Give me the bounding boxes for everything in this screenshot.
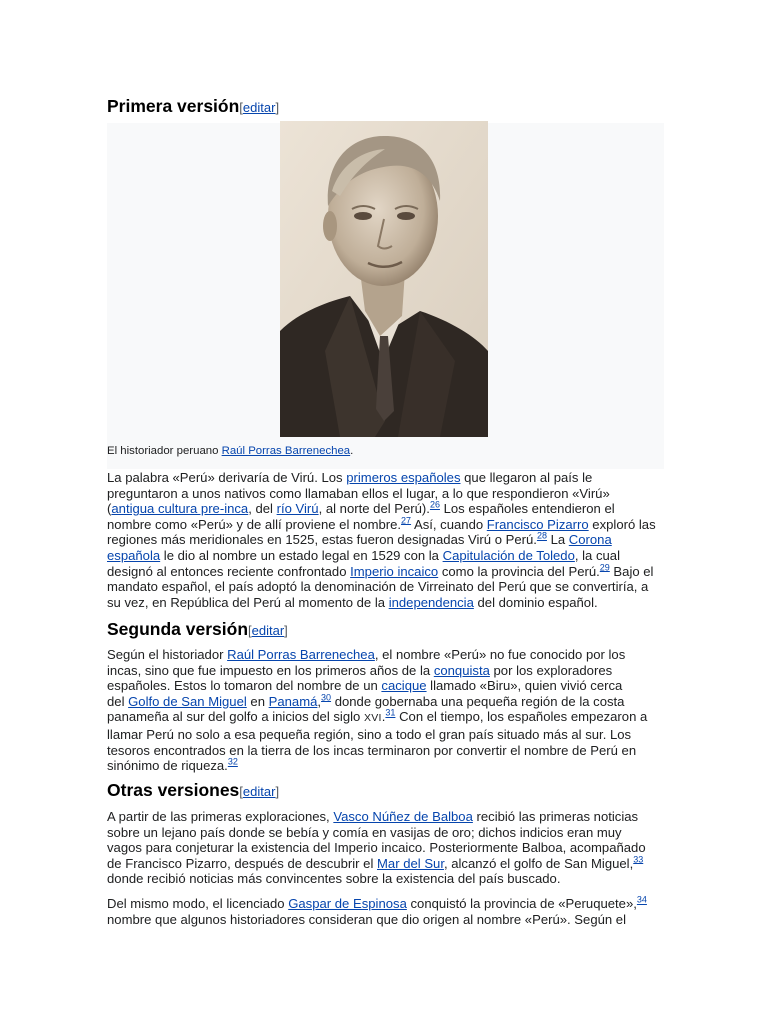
text: ( xyxy=(107,501,112,517)
link-corona-espanola[interactable]: Corona xyxy=(568,532,612,548)
link-gaspar-de-espinosa[interactable]: Gaspar de Espinosa xyxy=(288,896,407,911)
heading-text: Primera versión xyxy=(107,96,240,116)
reference-link[interactable]: 30 xyxy=(321,692,332,703)
portrait-image xyxy=(280,121,488,437)
link-independencia[interactable]: independencia xyxy=(388,594,474,610)
section-heading-primera-version xyxy=(107,96,279,117)
text-line xyxy=(107,840,663,856)
text-line xyxy=(107,809,663,825)
reference-link[interactable]: 27 xyxy=(401,515,412,526)
text-line xyxy=(107,912,663,928)
text-line xyxy=(107,871,663,887)
reference-link[interactable]: 33 xyxy=(633,854,644,865)
text: La xyxy=(546,532,569,548)
text-line xyxy=(107,579,663,595)
reference-28 xyxy=(537,531,547,541)
text-line xyxy=(107,501,663,517)
link-cacique[interactable]: cacique xyxy=(381,678,427,694)
reference-34 xyxy=(637,895,647,905)
text: Así, cuando xyxy=(411,516,487,532)
text-line xyxy=(107,470,663,486)
text: del xyxy=(107,693,129,709)
text: Según el historiador xyxy=(107,647,228,662)
text-line xyxy=(107,663,663,679)
text-line xyxy=(107,532,663,548)
text: . xyxy=(381,709,386,725)
text: como la provincia del Perú. xyxy=(438,563,600,579)
text: que llegaron al país le xyxy=(460,470,593,485)
reference-link[interactable]: 29 xyxy=(599,562,610,573)
reference-29 xyxy=(600,562,610,572)
paragraph-3 xyxy=(107,809,663,887)
reference-30 xyxy=(321,692,331,702)
text-line xyxy=(107,678,663,694)
text: Del mismo modo, el licenciado xyxy=(107,896,289,911)
caption-link-raul-porras[interactable]: Raúl Porras Barrenechea xyxy=(221,445,351,457)
text: , del xyxy=(248,501,277,517)
text: A partir de las primeras exploraciones, xyxy=(107,809,334,824)
text: panameña al sur del golfo a inicios del siglo xyxy=(107,709,364,725)
text: donde recibió noticias más convincentes sobre la existencia del país buscado. xyxy=(107,871,561,887)
link-francisco-pizarro[interactable]: Francisco Pizarro xyxy=(486,516,589,532)
text: por los exploradores xyxy=(489,662,613,678)
text-line xyxy=(107,856,663,872)
text: Los españoles entendieron el xyxy=(439,501,615,517)
link-primeros-espanoles[interactable]: primeros españoles xyxy=(346,470,461,485)
paragraph-2 xyxy=(107,647,663,774)
text: exploró las xyxy=(588,516,656,532)
link-raul-porras-barrenechea[interactable]: Raúl Porras Barrenechea xyxy=(227,647,375,662)
link-capitulacion-de-toledo[interactable]: Capitulación de Toledo xyxy=(442,547,575,563)
text: españoles. Estos lo tomaron del nombre de un xyxy=(107,678,382,694)
text: , el nombre «Perú» no fue conocido por los xyxy=(374,647,626,662)
reference-32 xyxy=(228,757,238,767)
reference-27 xyxy=(401,515,411,525)
text: su vez, en República del Perú al momento de la xyxy=(107,594,389,610)
text-line xyxy=(107,647,663,663)
link-rio-viru[interactable]: río Virú xyxy=(276,501,319,517)
text: mandato español, el país adoptó la denominación de Virreinato del Perú que se convertiría, a xyxy=(107,579,649,595)
text-line xyxy=(107,709,663,727)
section-heading-segunda-version xyxy=(107,619,288,640)
caption-text-end: . xyxy=(350,445,354,457)
edit-section-link[interactable]: editar xyxy=(242,100,276,115)
text: donde gobernaba una pequeña región de la costa xyxy=(331,693,625,709)
text-line xyxy=(107,758,663,774)
text: incas, sino que fue impuesto en los primeros años de la xyxy=(107,662,434,678)
text-line xyxy=(107,825,663,841)
link-panama[interactable]: Panamá xyxy=(268,693,318,709)
link-antigua-cultura-pre-inca[interactable]: antigua cultura pre-inca xyxy=(111,501,249,517)
reference-33 xyxy=(633,854,643,864)
figure-caption xyxy=(107,445,353,457)
text-line xyxy=(107,486,663,502)
text-line xyxy=(107,727,663,743)
text: sobre un lejano país donde se bebía y comía en vasijas de oro; dichos indicios eran muy xyxy=(107,824,622,840)
text-line xyxy=(107,517,663,533)
link-vasco-nunez-de-balboa[interactable]: Vasco Núñez de Balboa xyxy=(333,809,473,824)
text: sinónimo de riqueza. xyxy=(107,758,228,774)
text-line xyxy=(107,896,663,912)
heading-text: Otras versiones xyxy=(107,780,240,800)
text: nombre que algunos historiadores consideran que dio origen al nombre «Perú». Según el xyxy=(107,911,626,927)
paragraph-1 xyxy=(107,470,663,610)
text-line xyxy=(107,548,663,564)
text: llamado «Biru», quien vivió cerca xyxy=(426,678,623,694)
text: , la cual xyxy=(574,547,620,563)
text: recibió las primeras noticias xyxy=(472,809,639,824)
text: le dio al nombre un estado legal en 1529 con la xyxy=(160,547,443,563)
edit-section-link-wrapper: [editar] xyxy=(239,784,280,799)
text: regiones más meridionales en 1525, estas fueron designadas Virú o Perú. xyxy=(107,532,537,548)
reference-link[interactable]: 34 xyxy=(636,894,647,905)
text: tesoros encontrados en la tierra de los incas terminaron por convertir el nombre de Perú en xyxy=(107,742,637,758)
text: , al norte del Perú). xyxy=(318,501,430,517)
text: del dominio español. xyxy=(473,594,598,610)
section-heading-otras-versiones xyxy=(107,780,279,801)
link-golfo-de-san-miguel[interactable]: Golfo de San Miguel xyxy=(128,693,247,709)
text: Bajo el xyxy=(609,563,654,579)
reference-link[interactable]: 26 xyxy=(429,499,440,510)
text: vagos para conjeturar la existencia del Imperio incaico. Posteriormente Balboa, acompañado xyxy=(107,840,646,856)
reference-link[interactable]: 28 xyxy=(536,531,547,542)
text: preguntaron a unos nativos como llamaban ellos el lugar, a lo que respondieron «Virú» xyxy=(107,485,610,501)
edit-section-link[interactable]: editar xyxy=(242,784,276,799)
paragraph-4 xyxy=(107,896,663,927)
text-line xyxy=(107,595,663,611)
text: llamar Perú no solo a esa pequeña región, sino a todo el gran país situado más al sur. Los xyxy=(107,726,632,742)
edit-section-link-wrapper: [editar] xyxy=(239,100,280,115)
text: , xyxy=(317,693,322,709)
link-corona-espanola-cont[interactable]: española xyxy=(107,547,161,563)
text: Con el tiempo, los españoles empezaron a xyxy=(395,709,648,725)
text: de Francisco Pizarro, después de descubrir el xyxy=(107,855,378,871)
reference-link[interactable]: 31 xyxy=(385,708,396,719)
century-numeral: XVI xyxy=(363,712,382,725)
text-line xyxy=(107,743,663,759)
text: conquistó la provincia de «Peruquete», xyxy=(406,896,637,911)
caption-text: El historiador peruano xyxy=(107,445,222,457)
text-line xyxy=(107,564,663,580)
link-imperio-incaico[interactable]: Imperio incaico xyxy=(350,563,439,579)
link-conquista[interactable]: conquista xyxy=(433,662,490,678)
text: en xyxy=(246,693,269,709)
text: La palabra «Perú» derivaría de Virú. Los xyxy=(107,470,347,485)
reference-31 xyxy=(385,708,395,718)
link-mar-del-sur[interactable]: Mar del Sur xyxy=(377,855,444,871)
portrait-photo xyxy=(280,121,488,437)
edit-section-link-wrapper: [editar] xyxy=(248,623,288,638)
text: designó al entonces reciente confrontado xyxy=(107,563,351,579)
text: nombre como «Perú» y de allí proviene el nombre. xyxy=(107,516,402,532)
text: , alcanzó el golfo de San Miguel, xyxy=(443,855,634,871)
edit-section-link[interactable]: editar xyxy=(251,623,285,638)
reference-26 xyxy=(430,500,440,510)
reference-link[interactable]: 32 xyxy=(227,756,238,767)
heading-text: Segunda versión xyxy=(107,619,249,639)
